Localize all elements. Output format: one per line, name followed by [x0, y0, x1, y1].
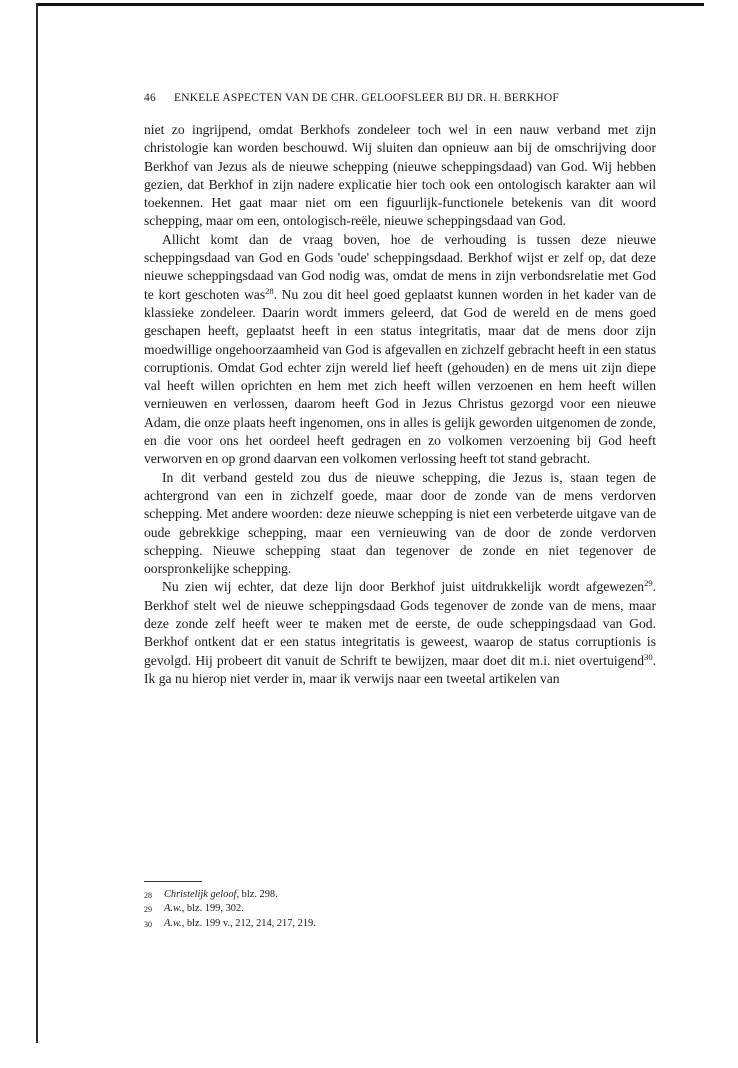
page-number: 46: [144, 92, 156, 104]
paragraph-2: Allicht komt dan de vraag boven, hoe de verhouding is tussen deze nieuwe scheppingsdaad van God en Gods 'oude' scheppingsdaad. Berkhof wijst er zelf op, dat deze nieuwe scheppingsdaad van God nodig was, omdat de mens in zijn verbondsrelatie met God te kort geschoten was$^{28}$. Nu zou dit heel goed geplaatst kunnen worden in het kader van de klassieke zondeleer. Daarin wordt immers geleerd, dat God de wereld en de mens goed geschapen heeft, geplaatst heeft in een status integritatis, maar dat de mens door zijn moedwillige ongehoorzaamheid van God is afgevallen en zichzelf gebracht heeft in een status corruptionis. Omdat God echter zijn wereld lief heeft (gehouden) en de mens uit zijn diepe val heeft willen oprichten en hem met zich heeft willen verzoenen en hem heeft willen vernieuwen en verlossen, daarom heeft God in Jezus Christus gezorgd voor een nieuwe Adam, die onze plaats heeft ingenomen, ons in alles is gelijk geworden uitgenomen de zonde, en die voor ons het oordeel heeft gedragen en zo volkomen verzoening bij God heeft verworven en op grond daarvan een volkomen verlossing heeft tot stand gebracht.: [144, 231, 656, 467]
footnotes: [144, 888, 564, 931]
body-text: [144, 121, 656, 688]
running-header: [144, 92, 656, 104]
footnote-30: 30 A.w., blz. 199 v., 212, 214, 217, 219.: [144, 917, 564, 931]
footnote-ref-29: 29: [644, 578, 653, 589]
paragraph-3: In dit verband gesteld zou dus de nieuwe schepping, die Jezus is, staan tegen de achtergrond van een in zichzelf goede, maar door de zonde van de mens verdorven schepping. Met andere woorden: deze nieuwe schepping is niet een verbeterde uitgave van de oude gebrekkige schepping, maar een vernieuwing van de door de zonde verdorven schepping. Nieuwe schepping staat dan tegenover de zonde en niet tegenover de oorspronkelijke schepping.: [144, 469, 656, 577]
footnote-title: Christelijk geloof: [164, 889, 237, 900]
footnote-number: 28: [144, 891, 152, 900]
running-title: ENKELE ASPECTEN VAN DE CHR. GELOOFSLEER BIJ DR. H. BERKHOF: [174, 92, 559, 104]
footnote-28: 28 Christelijk geloof, blz. 298.: [144, 888, 564, 902]
footnote-separator: [144, 881, 202, 882]
paragraph-4: Nu zien wij echter, dat deze lijn door Berkhof juist uitdrukkelijk wordt afgewezen$^{29}$. Berkhof stelt wel de nieuwe scheppingsdaad Gods tegenover de zonde van de mens, maar deze zonde zelf heeft weer te maken met de eerste, de oude scheppingsdaad van God. Berkhof ontkent dat er een status integritatis is geweest, waarop de status corruptionis is gevolgd. Hij probeert dit vanuit de Schrift te bewijzen, maar doet dit m.i. niet overtuigend$^{30}$. Ik ga nu hierop niet verder in, maar ik verwijs naar een tweetal artikelen van: [144, 578, 656, 686]
footnote-29: 29 A.w., blz. 199, 302.: [144, 902, 564, 916]
footnote-ref-30: 30: [644, 651, 653, 662]
paragraph-1: niet zo ingrijpend, omdat Berkhofs zondeleer toch wel in een nauw verband met zijn christologie kan worden beschouwd. Wij sluiten dan opnieuw aan bij de omschrijving door Berkhof van Jezus als de nieuwe schepping (nieuwe scheppingsdaad) van God. Wij hebben gezien, dat Berkhof in zijn nadere explicatie hier toch ook een ontologisch karakter aan wil toekennen. Het gaat maar niet om een figuurlijk-functionele betekenis van dit woord schepping, maar om een, ontologisch-reële, nieuwe scheppingsdaad van God.: [144, 122, 656, 229]
footnote-title: A.w.: [164, 917, 182, 929]
footnote-number: 29: [144, 905, 152, 915]
scan-border-left: [36, 3, 38, 1043]
footnote-number: 30: [144, 919, 152, 929]
footnote-title: A.w.: [164, 903, 182, 915]
scan-border-top: [36, 3, 704, 6]
footnote-ref-28: 28: [265, 285, 274, 296]
